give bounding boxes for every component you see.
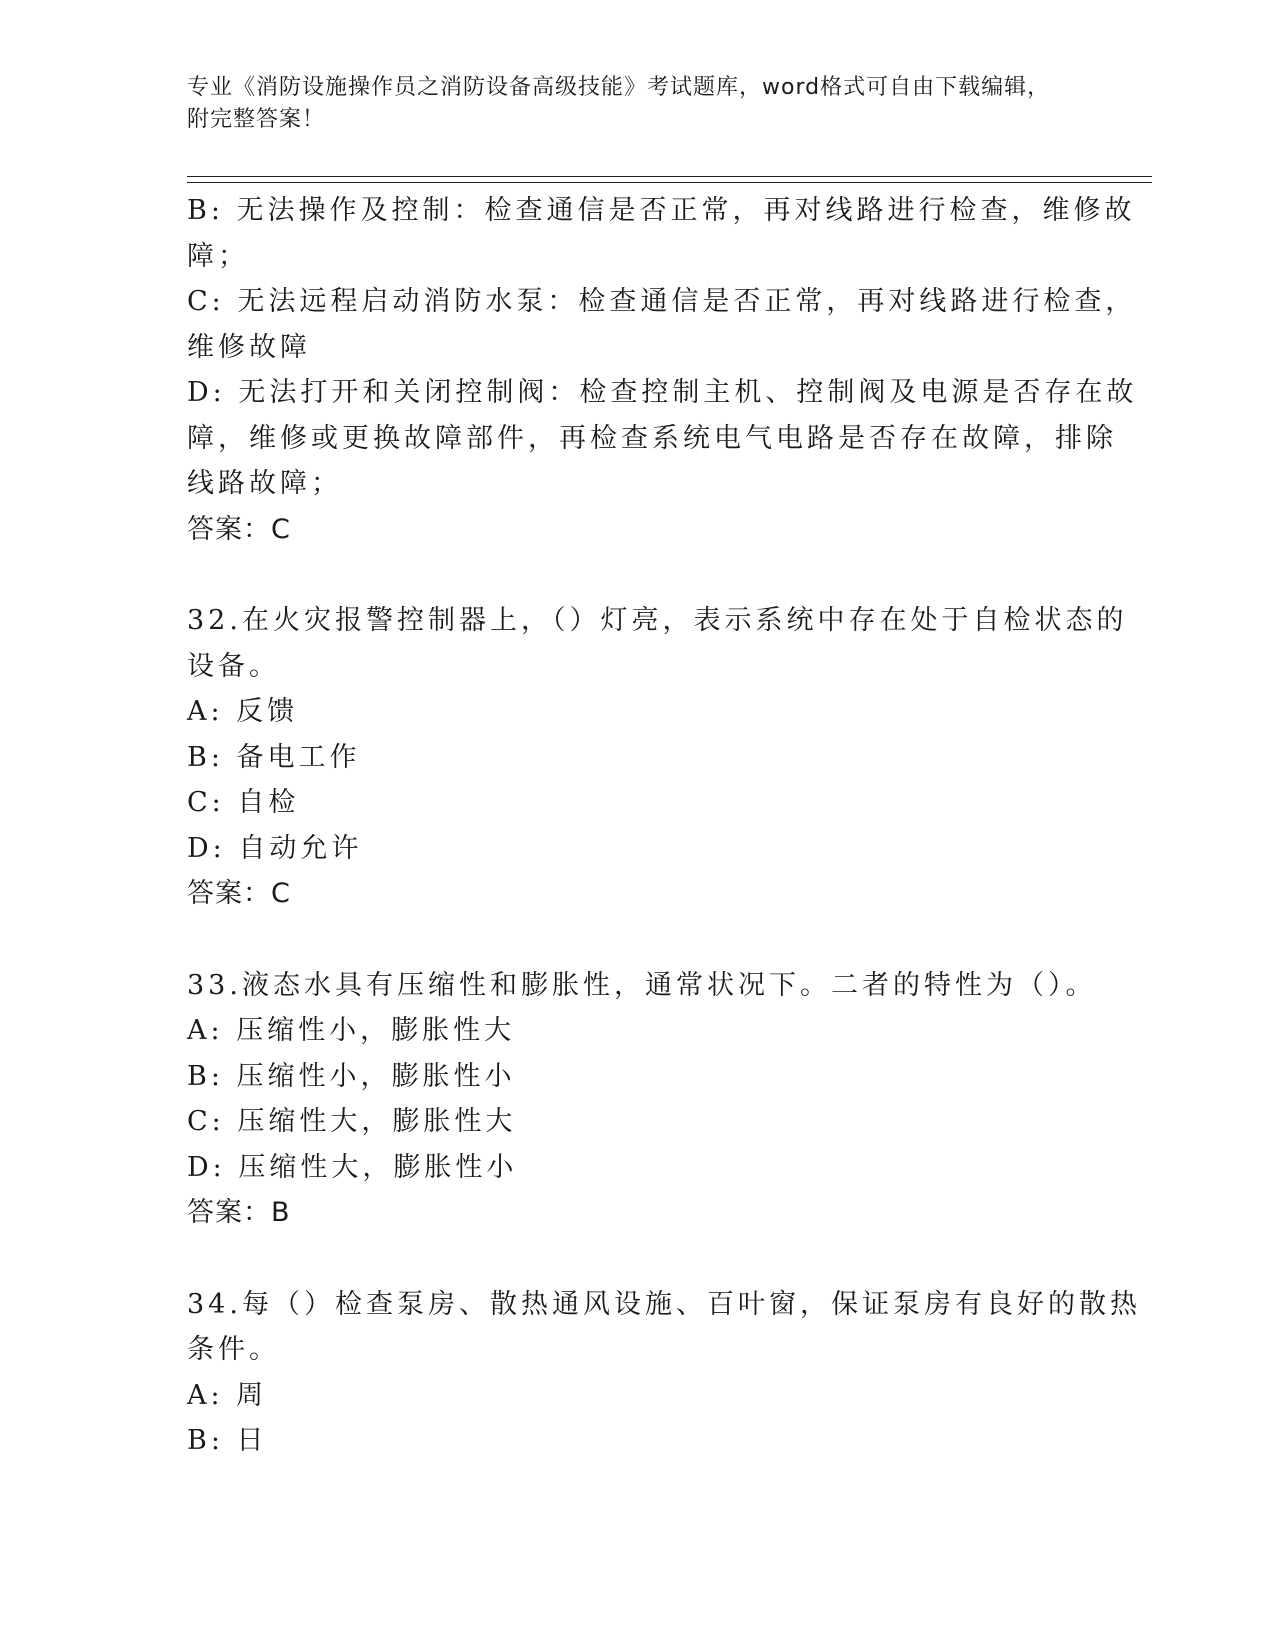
- option-b: B: 日: [187, 1425, 268, 1456]
- option-line: C: 无法远程启动消防水泵：检查通信是否正常，再对线路进行检查，: [187, 286, 1137, 317]
- answer: 答案：C: [187, 513, 291, 545]
- option-line: 维修故障: [187, 331, 311, 363]
- header-rule-top: [187, 176, 1152, 177]
- option-c: C: 压缩性大，膨胀性大: [187, 1106, 517, 1137]
- option-a: A: 反馈: [187, 696, 299, 727]
- option-line: 障，维修或更换故障部件，再检查系统电气电路是否存在故障，排除: [187, 422, 1117, 454]
- option-d: D: 自动允许: [187, 832, 363, 864]
- header-rule-bottom: [187, 182, 1152, 183]
- question-stem: 设备。: [187, 650, 280, 682]
- option-line: B: 无法操作及控制：检查通信是否正常，再对线路进行检查，维修故: [187, 195, 1136, 226]
- answer: 答案：B: [187, 1197, 291, 1228]
- option-d: D: 压缩性大，膨胀性小: [187, 1151, 518, 1183]
- question-stem: 33.液态水具有压缩性和膨胀性，通常状况下。二者的特性为（）。: [187, 969, 1097, 1001]
- question-stem: 条件。: [187, 1334, 280, 1365]
- option-b: B: 压缩性小，膨胀性小: [187, 1060, 516, 1092]
- document-body: [187, 188, 1141, 1464]
- option-d: [187, 370, 1138, 507]
- option-b: [187, 188, 1136, 279]
- option-a: A: 周: [187, 1379, 268, 1411]
- question-32: [187, 598, 1128, 917]
- spacer: [187, 552, 1067, 598]
- option-line: 线路故障；: [187, 468, 342, 499]
- spacer: [187, 917, 1067, 963]
- option-a: A: 压缩性小，膨胀性大: [187, 1015, 516, 1046]
- document-header: 专业《消防设施操作员之消防设备高级技能》考试题库，word格式可自由下载编辑，附完整答案！: [187, 75, 1051, 132]
- option-b: B: 备电工作: [187, 741, 361, 773]
- spacer: [187, 1236, 1067, 1282]
- option-line: D: 无法打开和关闭控制阀：检查控制主机、控制阀及电源是否存在故: [187, 377, 1138, 408]
- option-line: 障；: [187, 240, 249, 272]
- question-34: [187, 1282, 1141, 1464]
- question-stem: 32.在火灾报警控制器上，（）灯亮，表示系统中存在处于自检状态的: [187, 605, 1128, 636]
- option-c: C: 自检: [187, 787, 300, 818]
- question-33: [187, 963, 1097, 1236]
- question-stem: 34.每（）检查泵房、散热通风设施、百叶窗，保证泵房有良好的散热: [187, 1288, 1141, 1320]
- answer: 答案：C: [187, 878, 291, 909]
- prev-question: [187, 188, 1138, 552]
- option-c: [187, 279, 1137, 370]
